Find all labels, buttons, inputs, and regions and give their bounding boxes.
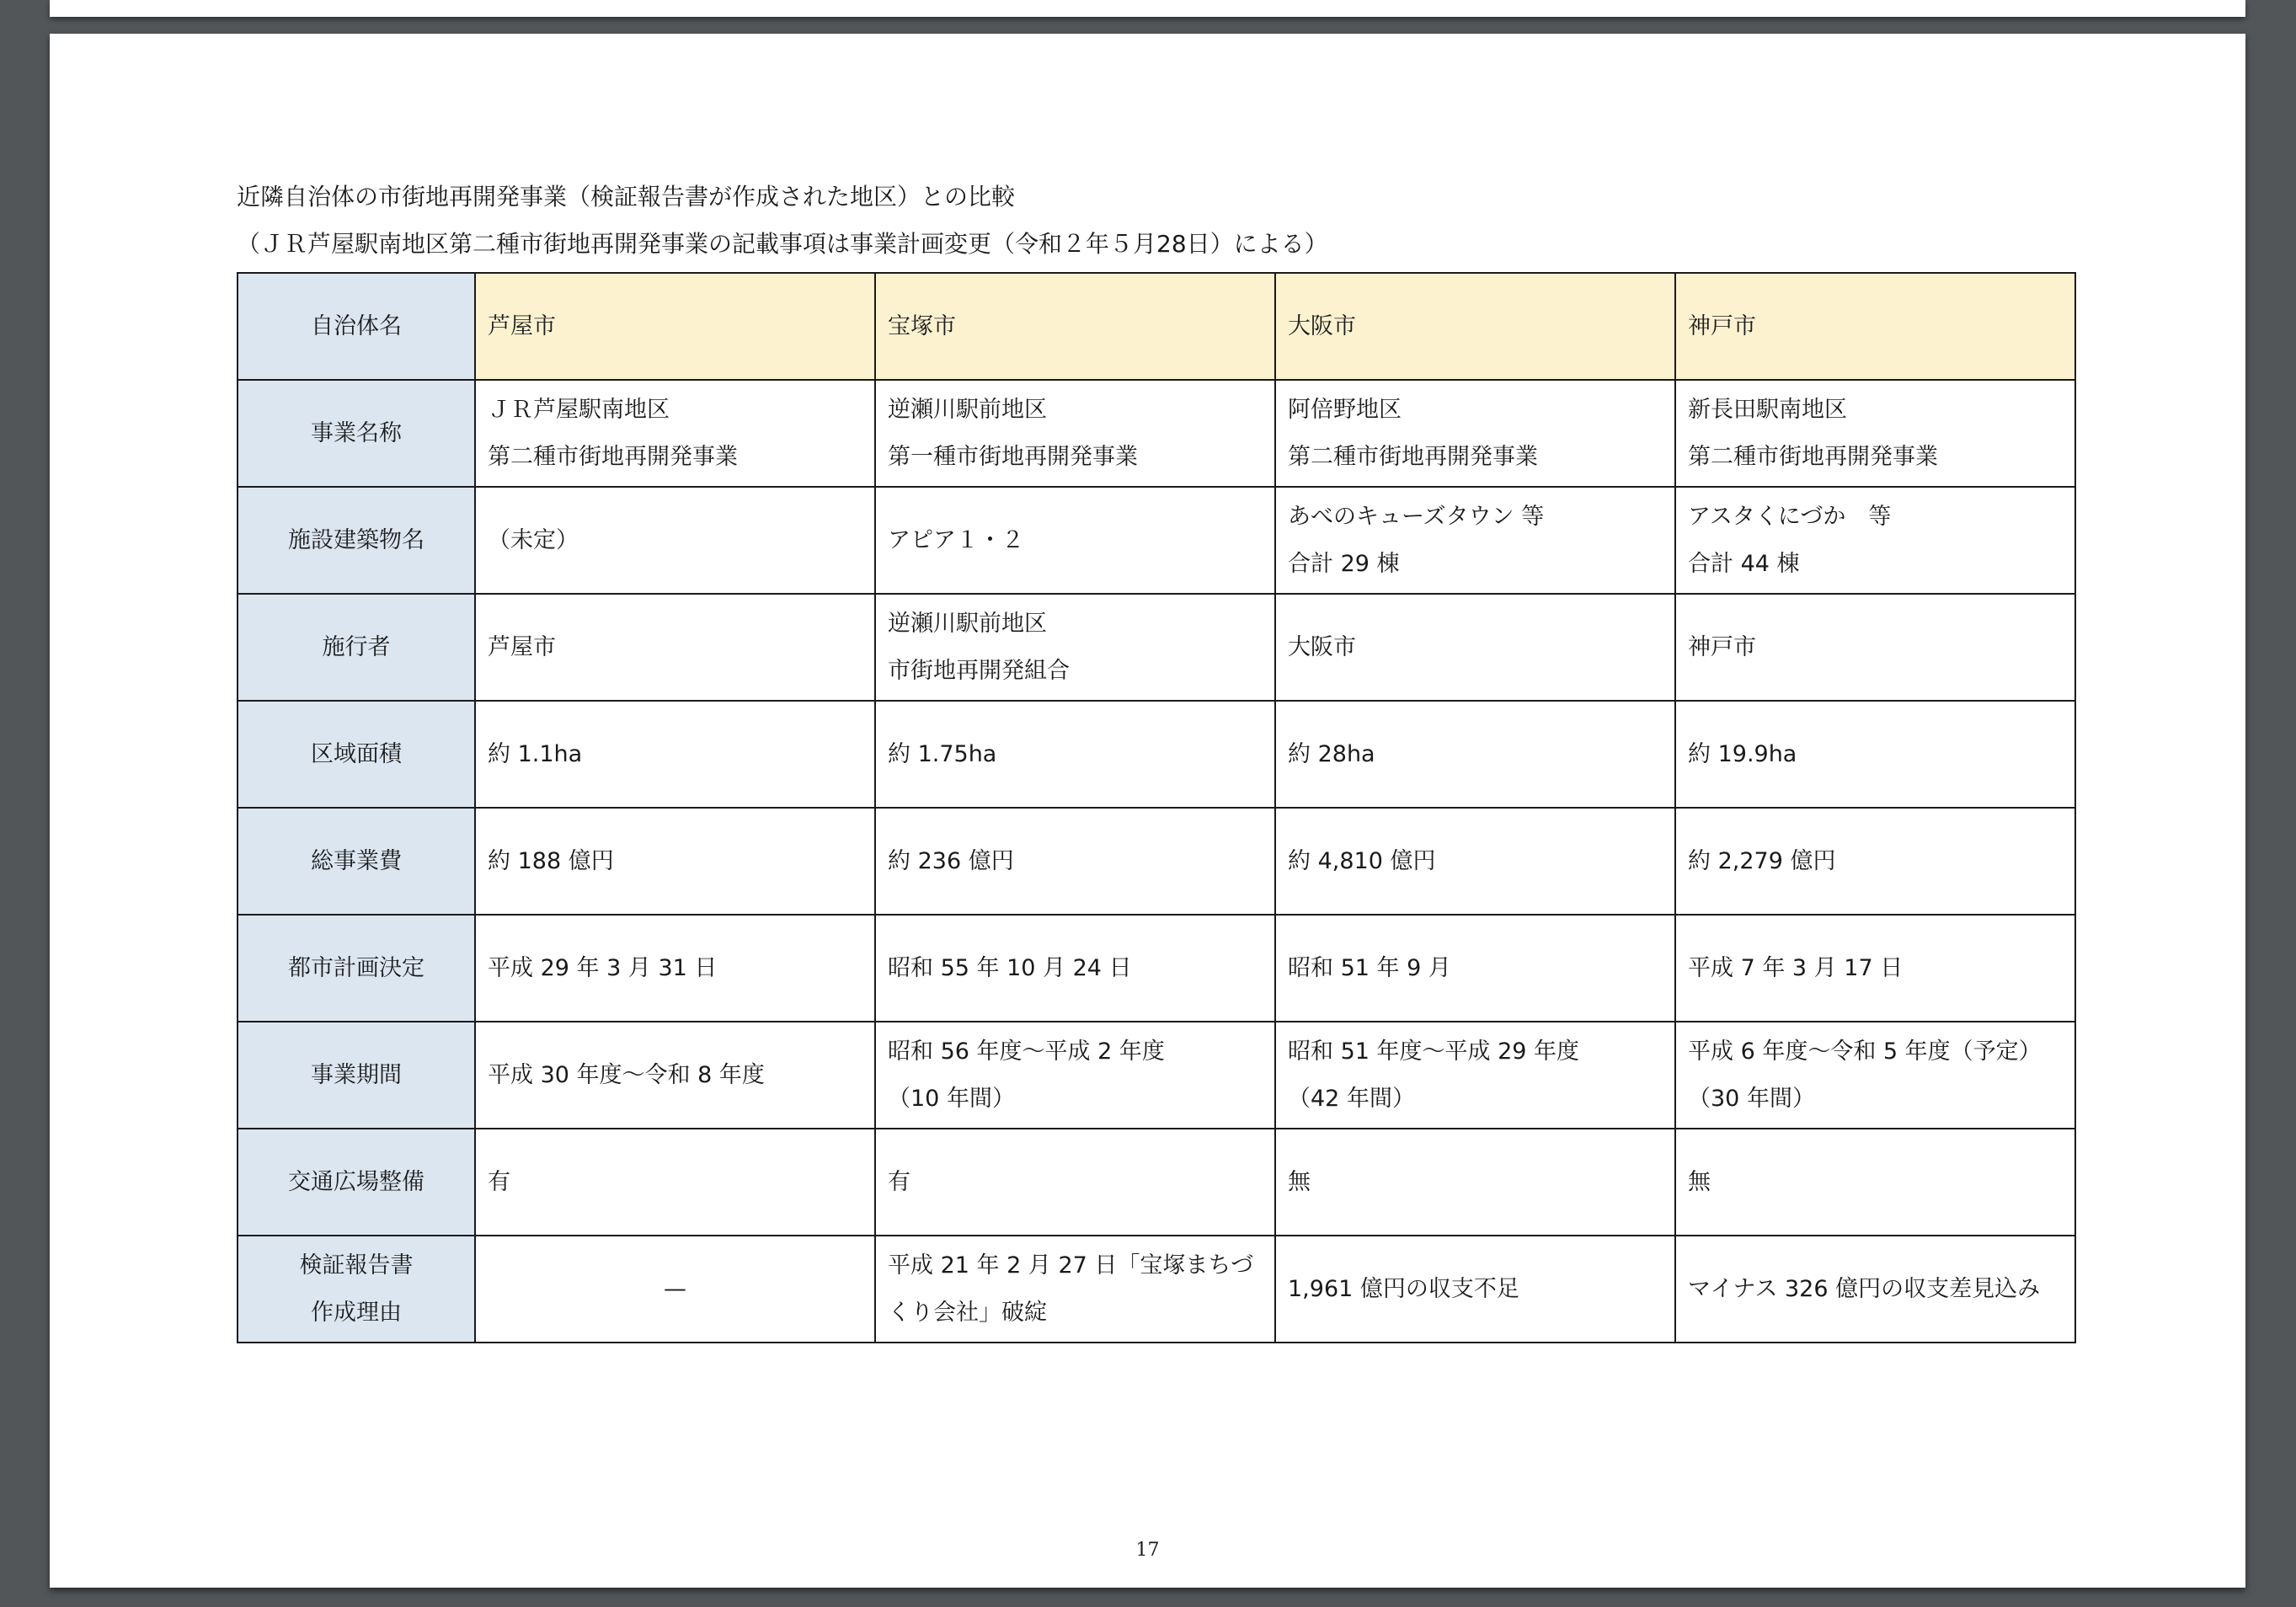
table-cell [475, 1022, 875, 1129]
table-cell [1675, 1236, 2075, 1343]
cell-text: 平成 6 年度～令和 5 年度（予定） [1688, 1038, 2042, 1065]
cell-text: アスタくにづか 等 [1688, 503, 1892, 530]
row-header-cell [238, 1236, 475, 1343]
row-header-text: 施設建築物名 [288, 526, 424, 553]
table-cell [875, 487, 1275, 594]
cell-text: 有 [488, 1168, 510, 1195]
cell-text: 市街地再開発組合 [888, 657, 1070, 684]
cell-text: 無 [1288, 1168, 1311, 1195]
cell-text: 逆瀬川駅前地区 [888, 610, 1047, 637]
row-header-cell [238, 1129, 475, 1236]
column-header-cell: 大阪市 [1275, 273, 1675, 380]
cell-text: 1,961 億円の収支不足 [1288, 1275, 1519, 1302]
page-subtitle: （ＪＲ芦屋駅南地区第二種市街地再開発事業の記載事項は事業計画変更（令和２年５月28日）による） [237, 230, 1328, 258]
cell-text: （30 年間） [1688, 1085, 1815, 1112]
row-header-text: 施行者 [322, 633, 391, 660]
table-row [238, 701, 2075, 808]
table-row [238, 1022, 2075, 1129]
cell-text: 約 1.75ha [888, 740, 997, 767]
row-header-cell: 自治体名 [238, 273, 475, 380]
table-cell [475, 487, 875, 594]
document-page [50, 34, 2245, 1588]
cell-text: 約 236 億円 [888, 847, 1014, 874]
cell-text: 合計 44 棟 [1688, 550, 1800, 577]
table-cell [1275, 487, 1675, 594]
cell-text: 平成 29 年 3 月 31 日 [488, 954, 718, 981]
cell-text: 平成 30 年度～令和 8 年度 [488, 1061, 765, 1088]
row-header-cell [238, 380, 475, 487]
row-header-cell [238, 915, 475, 1022]
table-cell [1675, 915, 2075, 1022]
table-row [238, 487, 2075, 594]
cell-text: 約 188 億円 [488, 847, 614, 874]
row-header-cell [238, 808, 475, 915]
comparison-table [237, 272, 2076, 1343]
cell-text: 第二種市街地再開発事業 [488, 443, 738, 470]
table-cell [1675, 701, 2075, 808]
cell-text: 有 [888, 1168, 910, 1195]
cell-text: 昭和 51 年 9 月 [1288, 954, 1451, 981]
column-header-cell: 芦屋市 [475, 273, 875, 380]
cell-text: 約 4,810 億円 [1288, 847, 1436, 874]
row-header-text: 都市計画決定 [288, 954, 424, 981]
table-cell [1675, 808, 2075, 915]
cell-text: 無 [1688, 1168, 1711, 1195]
row-header-cell [238, 701, 475, 808]
row-header-text: 検証報告書 [299, 1252, 414, 1279]
table-cell [875, 808, 1275, 915]
cell-text: 阿倍野地区 [1288, 396, 1402, 423]
table-row [238, 594, 2075, 701]
cell-text: 大阪市 [1288, 633, 1356, 660]
row-header-text: 交通広場整備 [288, 1168, 424, 1195]
cell-text: アピア１・２ [888, 526, 1024, 553]
cell-text: 第二種市街地再開発事業 [1288, 443, 1538, 470]
table-cell [875, 701, 1275, 808]
cell-text: 約 1.1ha [488, 740, 583, 767]
cell-text: くり会社」破綻 [888, 1299, 1047, 1326]
table-cell [1675, 594, 2075, 701]
cell-text: マイナス 326 億円の収支差見込み [1688, 1275, 2041, 1302]
cell-text: 合計 29 棟 [1288, 550, 1400, 577]
table-cell [475, 1236, 875, 1343]
table-cell [1275, 1129, 1675, 1236]
previous-page [50, 0, 2245, 17]
row-header-text: 事業期間 [311, 1061, 402, 1088]
table-row [238, 915, 2075, 1022]
table-cell [875, 594, 1275, 701]
table-cell [875, 915, 1275, 1022]
table-cell [475, 594, 875, 701]
cell-text: 新長田駅南地区 [1688, 396, 1847, 423]
table-cell [1275, 701, 1675, 808]
row-header-text: 総事業費 [311, 847, 402, 874]
table-cell [1275, 1236, 1675, 1343]
cell-text: 昭和 51 年度～平成 29 年度 [1288, 1038, 1580, 1065]
table-cell [875, 380, 1275, 487]
cell-text: 平成 7 年 3 月 17 日 [1688, 954, 1904, 981]
table-cell [475, 915, 875, 1022]
cell-text: 昭和 55 年 10 月 24 日 [888, 954, 1132, 981]
header-row [238, 273, 2075, 380]
table-row [238, 808, 2075, 915]
cell-text: あべのキューズタウン 等 [1288, 503, 1545, 530]
row-header-cell [238, 594, 475, 701]
table-cell [875, 1236, 1275, 1343]
table-cell [1675, 487, 2075, 594]
table-row [238, 1236, 2075, 1343]
table-cell [1275, 915, 1675, 1022]
cell-text: （未定） [488, 526, 579, 553]
cell-text: — [664, 1275, 686, 1302]
cell-text: 昭和 56 年度～平成 2 年度 [888, 1038, 1165, 1065]
cell-text: 神戸市 [1688, 633, 1756, 660]
page-title: 近隣自治体の市街地再開発事業（検証報告書が作成された地区）との比較 [237, 183, 1016, 211]
table-cell [1675, 1022, 2075, 1129]
table-cell [1275, 380, 1675, 487]
row-header-cell [238, 487, 475, 594]
table-cell [475, 808, 875, 915]
cell-text: 第一種市街地再開発事業 [888, 443, 1138, 470]
row-header-text: 区域面積 [311, 740, 402, 767]
cell-text: 平成 21 年 2 月 27 日「宝塚まちづ [888, 1252, 1254, 1279]
cell-text: 逆瀬川駅前地区 [888, 396, 1047, 423]
table-cell [875, 1129, 1275, 1236]
cell-text: ＪＲ芦屋駅南地区 [488, 396, 670, 423]
cell-text: 約 2,279 億円 [1688, 847, 1836, 874]
column-header-cell: 宝塚市 [875, 273, 1275, 380]
table-cell [1675, 380, 2075, 487]
column-header-cell: 神戸市 [1675, 273, 2075, 380]
page-number: 17 [1135, 1540, 1160, 1561]
cell-text: 芦屋市 [488, 633, 556, 660]
cell-text: 第二種市街地再開発事業 [1688, 443, 1938, 470]
table-row [238, 1129, 2075, 1236]
table-cell [475, 1129, 875, 1236]
cell-text: 約 28ha [1288, 740, 1375, 767]
table-cell [475, 380, 875, 487]
table-cell [875, 1022, 1275, 1129]
table-cell [1275, 1022, 1675, 1129]
row-header-text: 作成理由 [311, 1299, 402, 1326]
table-cell [1275, 808, 1675, 915]
table-cell [1675, 1129, 2075, 1236]
row-header-text: 事業名称 [311, 419, 402, 446]
table-cell [475, 701, 875, 808]
table-row [238, 380, 2075, 487]
cell-text: （10 年間） [888, 1085, 1015, 1112]
cell-text: 約 19.9ha [1688, 740, 1797, 767]
cell-text: （42 年間） [1288, 1085, 1415, 1112]
table-cell [1275, 594, 1675, 701]
row-header-cell [238, 1022, 475, 1129]
